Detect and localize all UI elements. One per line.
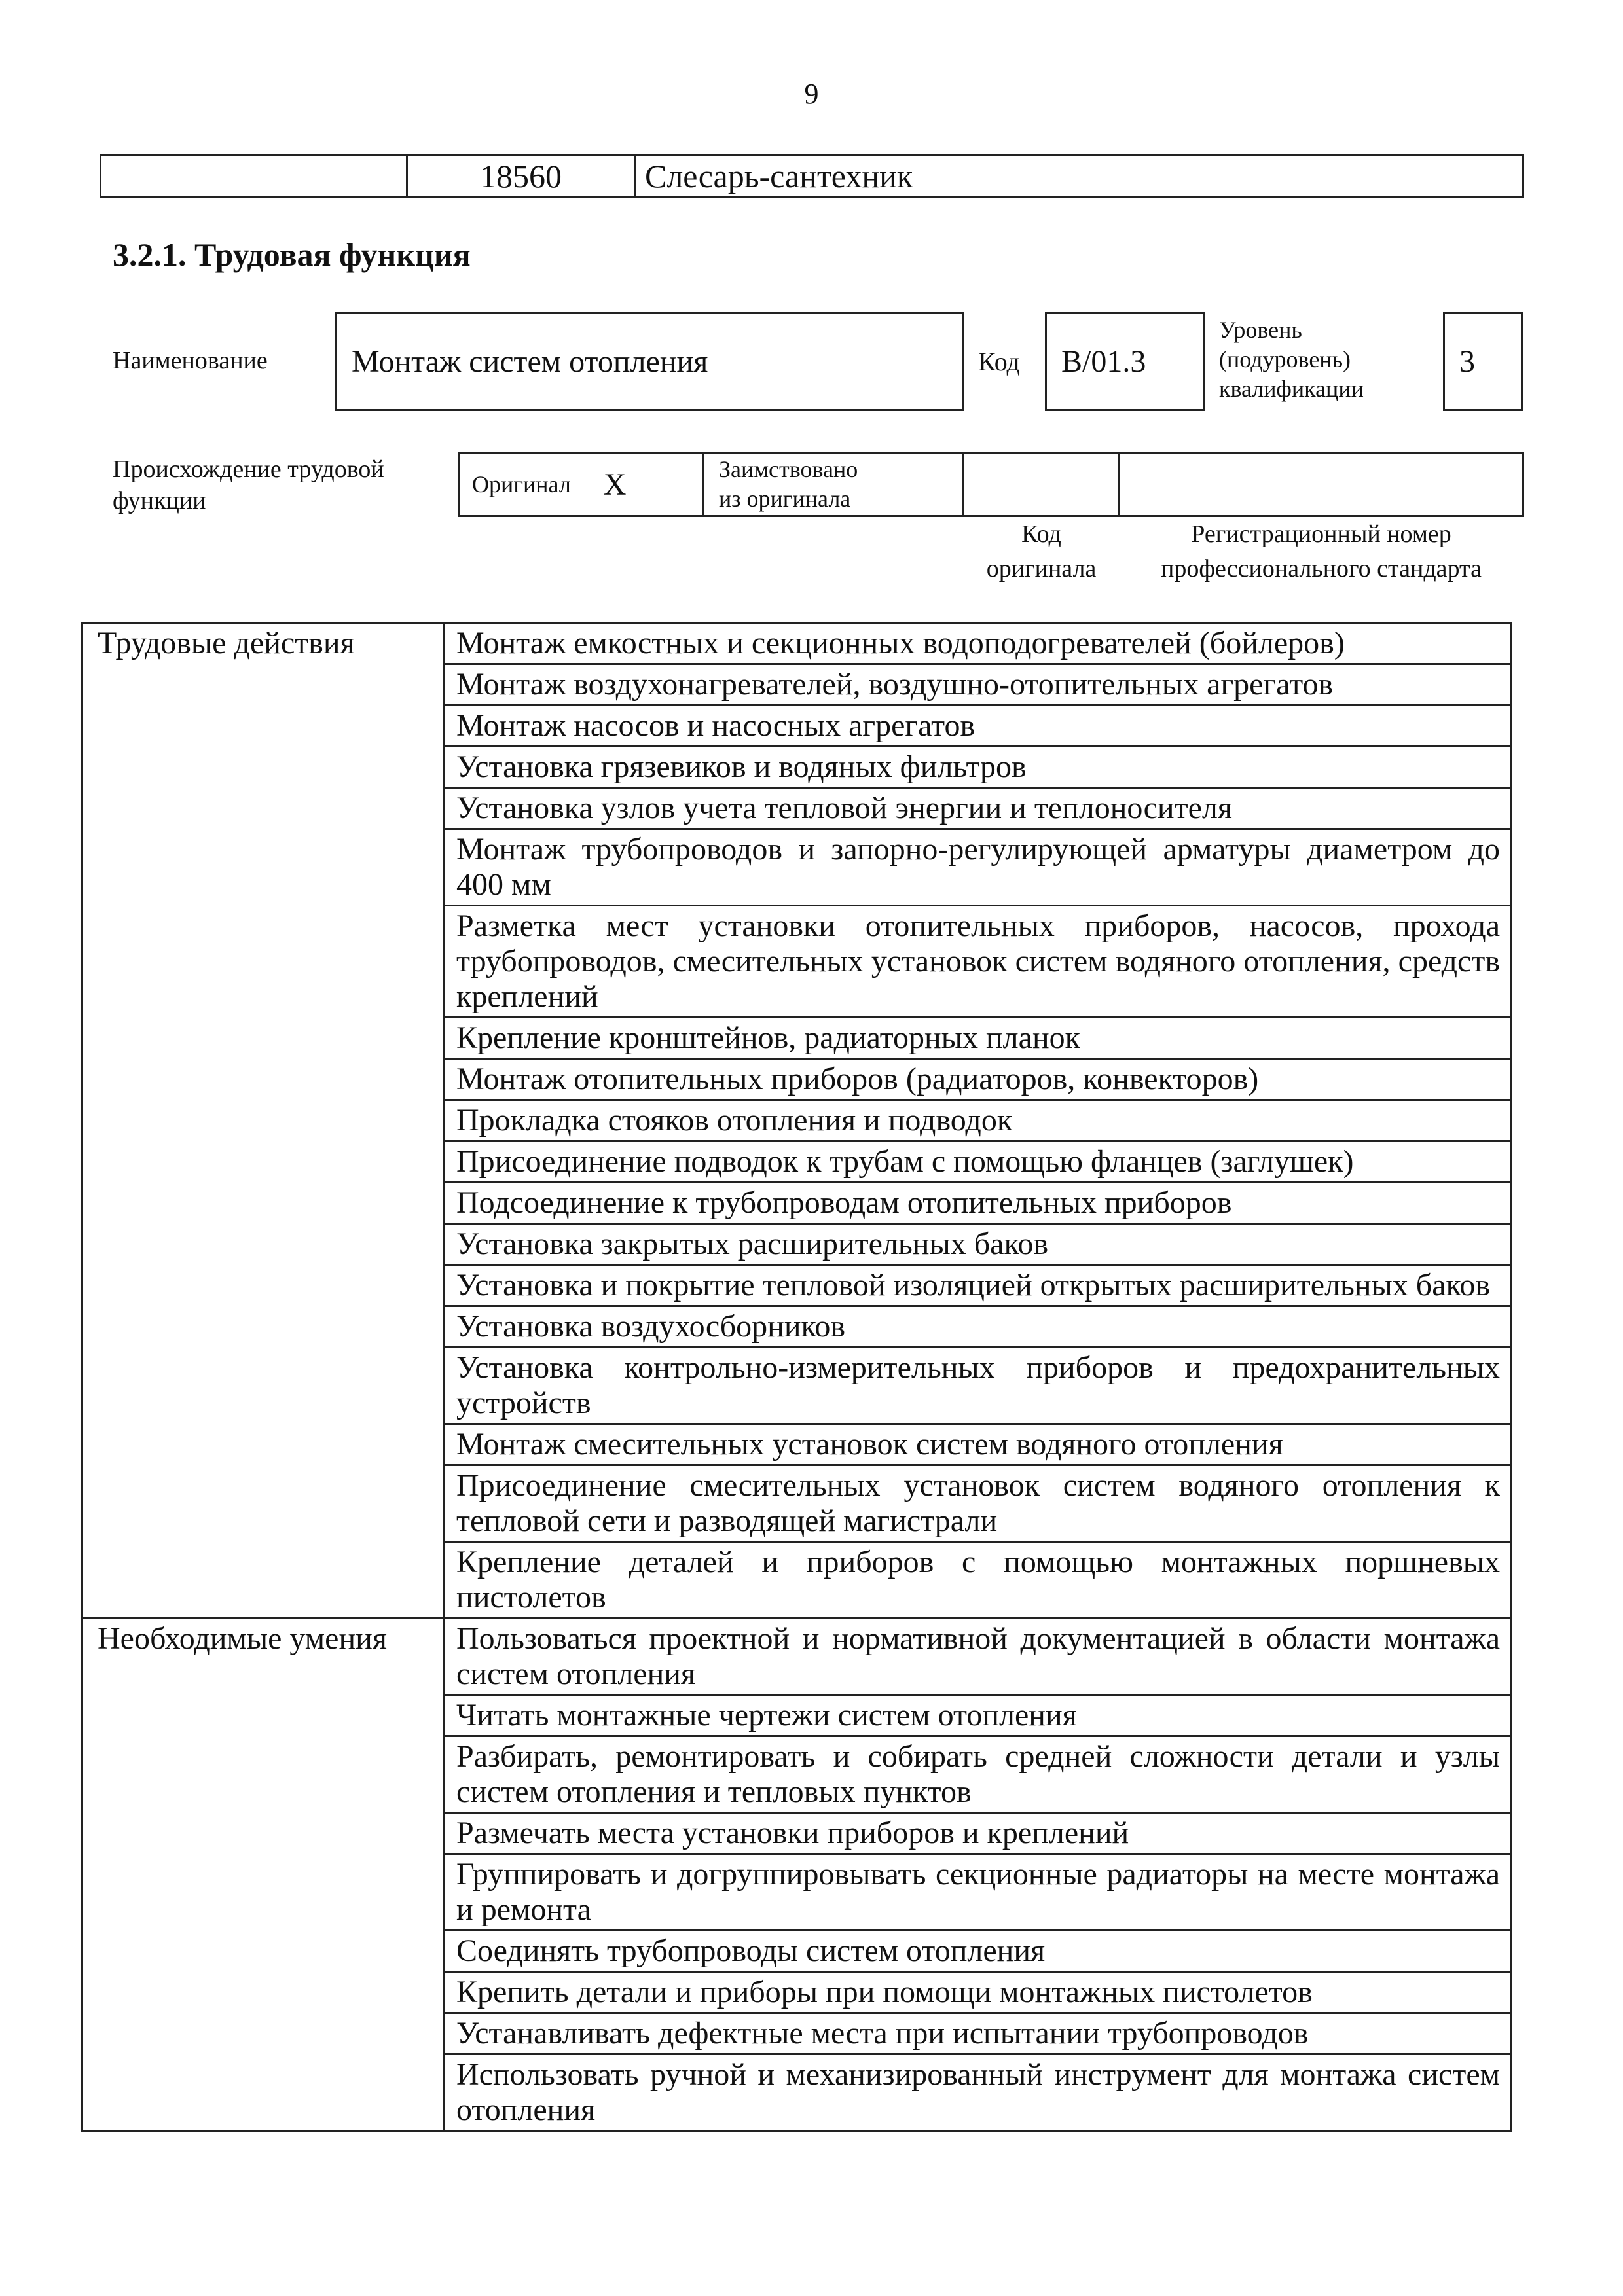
origin-label-line-2: функции [113, 486, 206, 514]
labor-action-item: Установка воздухосборников [444, 1306, 1512, 1348]
registration-caption-line-2: профессионального стандарта [1161, 555, 1482, 583]
original-code-caption [962, 517, 1120, 586]
labor-action-item: Крепление деталей и приборов с помощью монтажных поршневых пистолетов [444, 1542, 1512, 1619]
labor-action-item: Монтаж трубопроводов и запорно-регулирующей арматуры диаметром до 400 мм [444, 829, 1512, 906]
labor-action-item: Присоединение смесительных установок систем водяного отопления к тепловой сети и разводящей магистрали [444, 1465, 1512, 1542]
original-code-cell [962, 452, 1120, 517]
labor-action-item: Установка грязевиков и водяных фильтров [444, 747, 1512, 788]
labor-action-item: Прокладка стояков отопления и подводок [444, 1100, 1512, 1141]
labor-action-item: Установка закрытых расширительных баков [444, 1224, 1512, 1265]
borrowed-label-line-2: из оригинала [719, 486, 851, 512]
occupation-code: 18560 [407, 156, 635, 197]
level-label-line-1: Уровень [1219, 317, 1302, 343]
borrowed-label-line-1: Заимствовано [719, 456, 858, 482]
labor-action-item: Установка контрольно-измерительных приборов и предохранительных устройств [444, 1348, 1512, 1424]
registration-number-caption [1118, 517, 1524, 586]
table-row [82, 623, 1512, 664]
original-cell [458, 452, 704, 517]
labor-action-item: Установка и покрытие тепловой изоляцией открытых расширительных баков [444, 1265, 1512, 1306]
labor-action-item: Монтаж смесительных установок систем водяного отопления [444, 1424, 1512, 1465]
name-value: Монтаж систем отопления [352, 344, 708, 379]
original-label: Оригинал [472, 471, 571, 497]
code-label: Код [978, 347, 1020, 376]
labor-action-item: Присоединение подводок к трубам с помощью фланцев (заглушек) [444, 1141, 1512, 1183]
skill-item: Размечать места установки приборов и креплений [444, 1813, 1512, 1854]
occupation-empty-cell [101, 156, 407, 197]
labor-action-item: Монтаж емкостных и секционных водоподогревателей (бойлеров) [444, 623, 1512, 664]
skill-item: Группировать и догруппировывать секционные радиаторы на месте монтажа и ремонта [444, 1854, 1512, 1931]
skill-item: Читать монтажные чертежи систем отопления [444, 1695, 1512, 1736]
code-value: B/01.3 [1061, 344, 1146, 379]
skill-item: Пользоваться проектной и нормативной документацией в области монтажа систем отопления [444, 1619, 1512, 1695]
skill-item: Использовать ручной и механизированный инструмент для монтажа систем отопления [444, 2054, 1512, 2131]
code-field [1045, 312, 1205, 411]
skill-item: Крепить детали и приборы при помощи монтажных пистолетов [444, 1972, 1512, 2013]
labor-action-item: Установка узлов учета тепловой энергии и теплоносителя [444, 788, 1512, 829]
name-field [335, 312, 964, 411]
level-label-line-3: квалификации [1219, 376, 1364, 402]
skill-item: Устанавливать дефектные места при испытании трубопроводов [444, 2013, 1512, 2054]
original-code-caption-line-1: Код [1021, 520, 1061, 548]
level-label [1219, 315, 1364, 404]
table-row [82, 1619, 1512, 1695]
level-value: 3 [1459, 344, 1475, 379]
occupation-name: Слесарь-сантехник [635, 156, 1523, 197]
skill-item: Соединять трубопроводы систем отопления [444, 1931, 1512, 1972]
skill-item: Разбирать, ремонтировать и собирать средней сложности детали и узлы систем отопления и тепловых пунктов [444, 1736, 1512, 1813]
borrowed-cell [702, 452, 964, 517]
labor-action-item: Монтаж насосов и насосных агрегатов [444, 706, 1512, 747]
labor-action-item: Разметка мест установки отопительных приборов, насосов, прохода трубопроводов, смесительных установок систем водяного отопления, средств креплений [444, 906, 1512, 1018]
registration-caption-line-1: Регистрационный номер [1191, 520, 1451, 548]
section-title: 3.2.1. Трудовая функция [113, 236, 471, 273]
original-code-caption-line-2: оригинала [986, 555, 1097, 583]
labor-action-item: Монтаж отопительных приборов (радиаторов, конвекторов) [444, 1059, 1512, 1100]
labor-action-item: Крепление кронштейнов, радиаторных планок [444, 1018, 1512, 1059]
origin-label [113, 454, 384, 516]
original-mark: X [603, 467, 627, 502]
function-details-table [81, 622, 1512, 2132]
name-label: Наименование [113, 347, 268, 374]
labor-action-item: Подсоединение к трубопроводам отопительных приборов [444, 1183, 1512, 1224]
level-label-line-2: (подуровень) [1219, 346, 1351, 372]
level-field [1443, 312, 1523, 411]
origin-label-line-1: Происхождение трудовой [113, 456, 384, 483]
registration-number-cell [1118, 452, 1524, 517]
required-skills-heading: Необходимые умения [82, 1619, 444, 2131]
labor-actions-heading: Трудовые действия [82, 623, 444, 1619]
page-number: 9 [804, 78, 819, 110]
occupation-row [100, 154, 1524, 198]
labor-action-item: Монтаж воздухонагревателей, воздушно-отопительных агрегатов [444, 664, 1512, 706]
